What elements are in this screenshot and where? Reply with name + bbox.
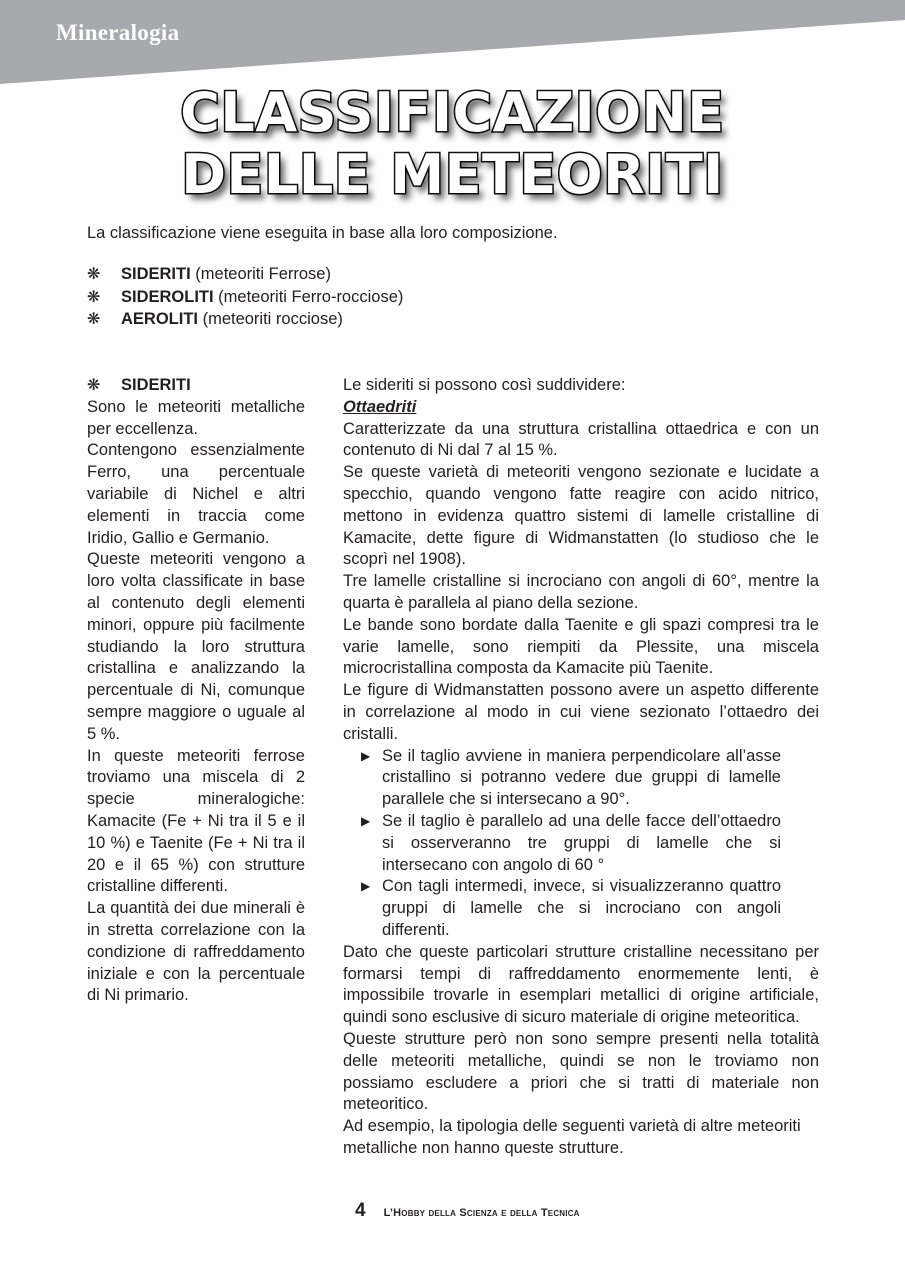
paragraph: In queste meteoriti ferrose troviamo una miscela di 2 specie mineralogiche: Kamacite (Fe + Ni tra il 5 e il 10 %) e Taenite (Fe + Ni tra il 20 e il 65 %) con strutture cristalline differenti. <box>87 746 305 896</box>
page-footer <box>355 1200 580 1222</box>
type-name: SIDEROLITI <box>121 287 214 306</box>
paragraph: Ad esempio, la tipologia delle seguenti varietà di altre meteoriti metalliche non hanno queste strutture. <box>343 1117 801 1157</box>
paragraph-start: Contengono essenzialmente <box>87 441 305 460</box>
asterisk-bullet-icon: ❋ <box>87 309 101 328</box>
lead-text: Le sideriti si possono così suddividere: <box>343 376 626 394</box>
left-column <box>87 374 305 1007</box>
section-label: Mineralogia <box>56 20 180 45</box>
type-name: SIDERITI <box>121 265 191 283</box>
heading-text: SIDERITI <box>121 376 191 394</box>
list-item <box>343 746 819 811</box>
list-item-text: Con tagli intermedi, invece, si visualizzeranno quattro gruppi di lamelle che si incrociano con angoli differenti. <box>382 877 781 939</box>
intro-text: La classificazione viene eseguita in base alla loro composizione. <box>87 224 558 242</box>
paragraph: Queste meteoriti vengono a loro volta classificate in base al contenuto degli elementi minori, oppure più facilmente studiando la loro struttura cristallina e analizzando la percentuale di Ni, comunque sempre maggiore o uguale al 5 %. <box>87 550 305 743</box>
type-note: (meteoriti Ferro-rocciose) <box>213 287 404 306</box>
triangle-bullet-icon: ▶ <box>361 879 371 894</box>
paragraph: Queste strutture però non sono sempre presenti nella totalità delle meteoriti metalliche, quindi se non le troviamo non possiamo escludere a priori che si tratti di materiale non meteoritico. <box>343 1029 819 1114</box>
subheading-ottaedriti: Ottaedriti <box>343 397 417 416</box>
type-item-aeroliti <box>87 308 403 331</box>
list-item <box>343 876 819 941</box>
asterisk-bullet-icon: ❋ <box>87 286 101 306</box>
page-title <box>0 82 905 206</box>
type-item-sideroliti <box>87 286 403 309</box>
type-item-sideriti <box>87 263 403 286</box>
paragraph: Caratterizzate da una struttura cristallina ottaedrica e con un contenuto di Ni dal 7 al 15 %. <box>343 419 819 460</box>
page-number: 4 <box>355 1200 366 1221</box>
asterisk-bullet-icon: ❋ <box>87 375 101 394</box>
paragraph: Sono le meteoriti metalliche per eccellenza. <box>87 397 305 438</box>
triangle-bullet-icon: ▶ <box>361 748 371 763</box>
paragraph: Se queste varietà di meteoriti vengono sezionate e lucidate a specchio, quando vengono fatte reagire con acido nitrico, mettono in evidenza quattro sistemi di lamelle cristalline di Kamacite, dette figure di Widmanstatten (lo studioso che le scoprì nel 1908). <box>343 463 819 569</box>
cut-list <box>343 746 819 942</box>
magazine-name: L’Hobby della Scienza e della Tecnica <box>383 1207 580 1219</box>
paragraph: Dato che queste particolari strutture cristalline necessitano per formarsi tempi di raffreddamento enormemente lenti, è impossibile trovarle in esemplari metallici di origine artificiale, quindi sono esclusive di sicuro materiale di origine meteoritica. <box>343 942 819 1027</box>
list-item-text: Se il taglio è parallelo ad una delle facce dell’ottaedro si osserveranno tre gruppi di lamelle che si intersecano con angolo di 60 ° <box>382 811 781 874</box>
triangle-bullet-icon: ▶ <box>361 813 371 828</box>
type-name: AEROLITI <box>121 310 198 328</box>
paragraph: Le figure di Widmanstatten possono avere un aspetto differente in correlazione al modo in cui viene sezionato l’ottaedro dei cristalli. <box>343 681 819 743</box>
title-line-1: CLASSIFICAZIONE <box>180 81 725 144</box>
paragraph <box>87 440 305 549</box>
list-item-text: Se il taglio avviene in maniera perpendicolare all’asse cristallino si potranno vedere due gruppi di lamelle parallele che si intersecano a 90°. <box>382 746 781 809</box>
asterisk-bullet-icon: ❋ <box>87 264 101 283</box>
meteorite-type-list <box>87 263 403 331</box>
paragraph: Tre lamelle cristalline si incrociano con angoli di 60°, mentre la quarta è parallela al piano della sezione. <box>343 572 819 612</box>
right-column <box>343 375 819 1160</box>
header-band <box>0 0 905 84</box>
type-note: (meteoriti rocciose) <box>198 310 343 328</box>
list-item <box>343 811 819 876</box>
sideriti-heading <box>87 374 305 397</box>
paragraph: La quantità dei due minerali è in stretta correlazione con la condizione di raffreddamento iniziale e con la percentuale di Ni primario. <box>87 899 305 1005</box>
title-line-2: DELLE METEORITI <box>181 143 724 206</box>
paragraph-rest: Ferro, una percentuale variabile di Nichel e altri elementi in traccia come Iridio, Gallio e Germanio. <box>87 463 305 547</box>
paragraph: Le bande sono bordate dalla Taenite e gli spazi compresi tra le varie lamelle, sono riempiti da Plessite, una miscela microcristallina composta da Kamacite più Taenite. <box>343 615 819 678</box>
type-note: (meteoriti Ferrose) <box>190 265 331 283</box>
